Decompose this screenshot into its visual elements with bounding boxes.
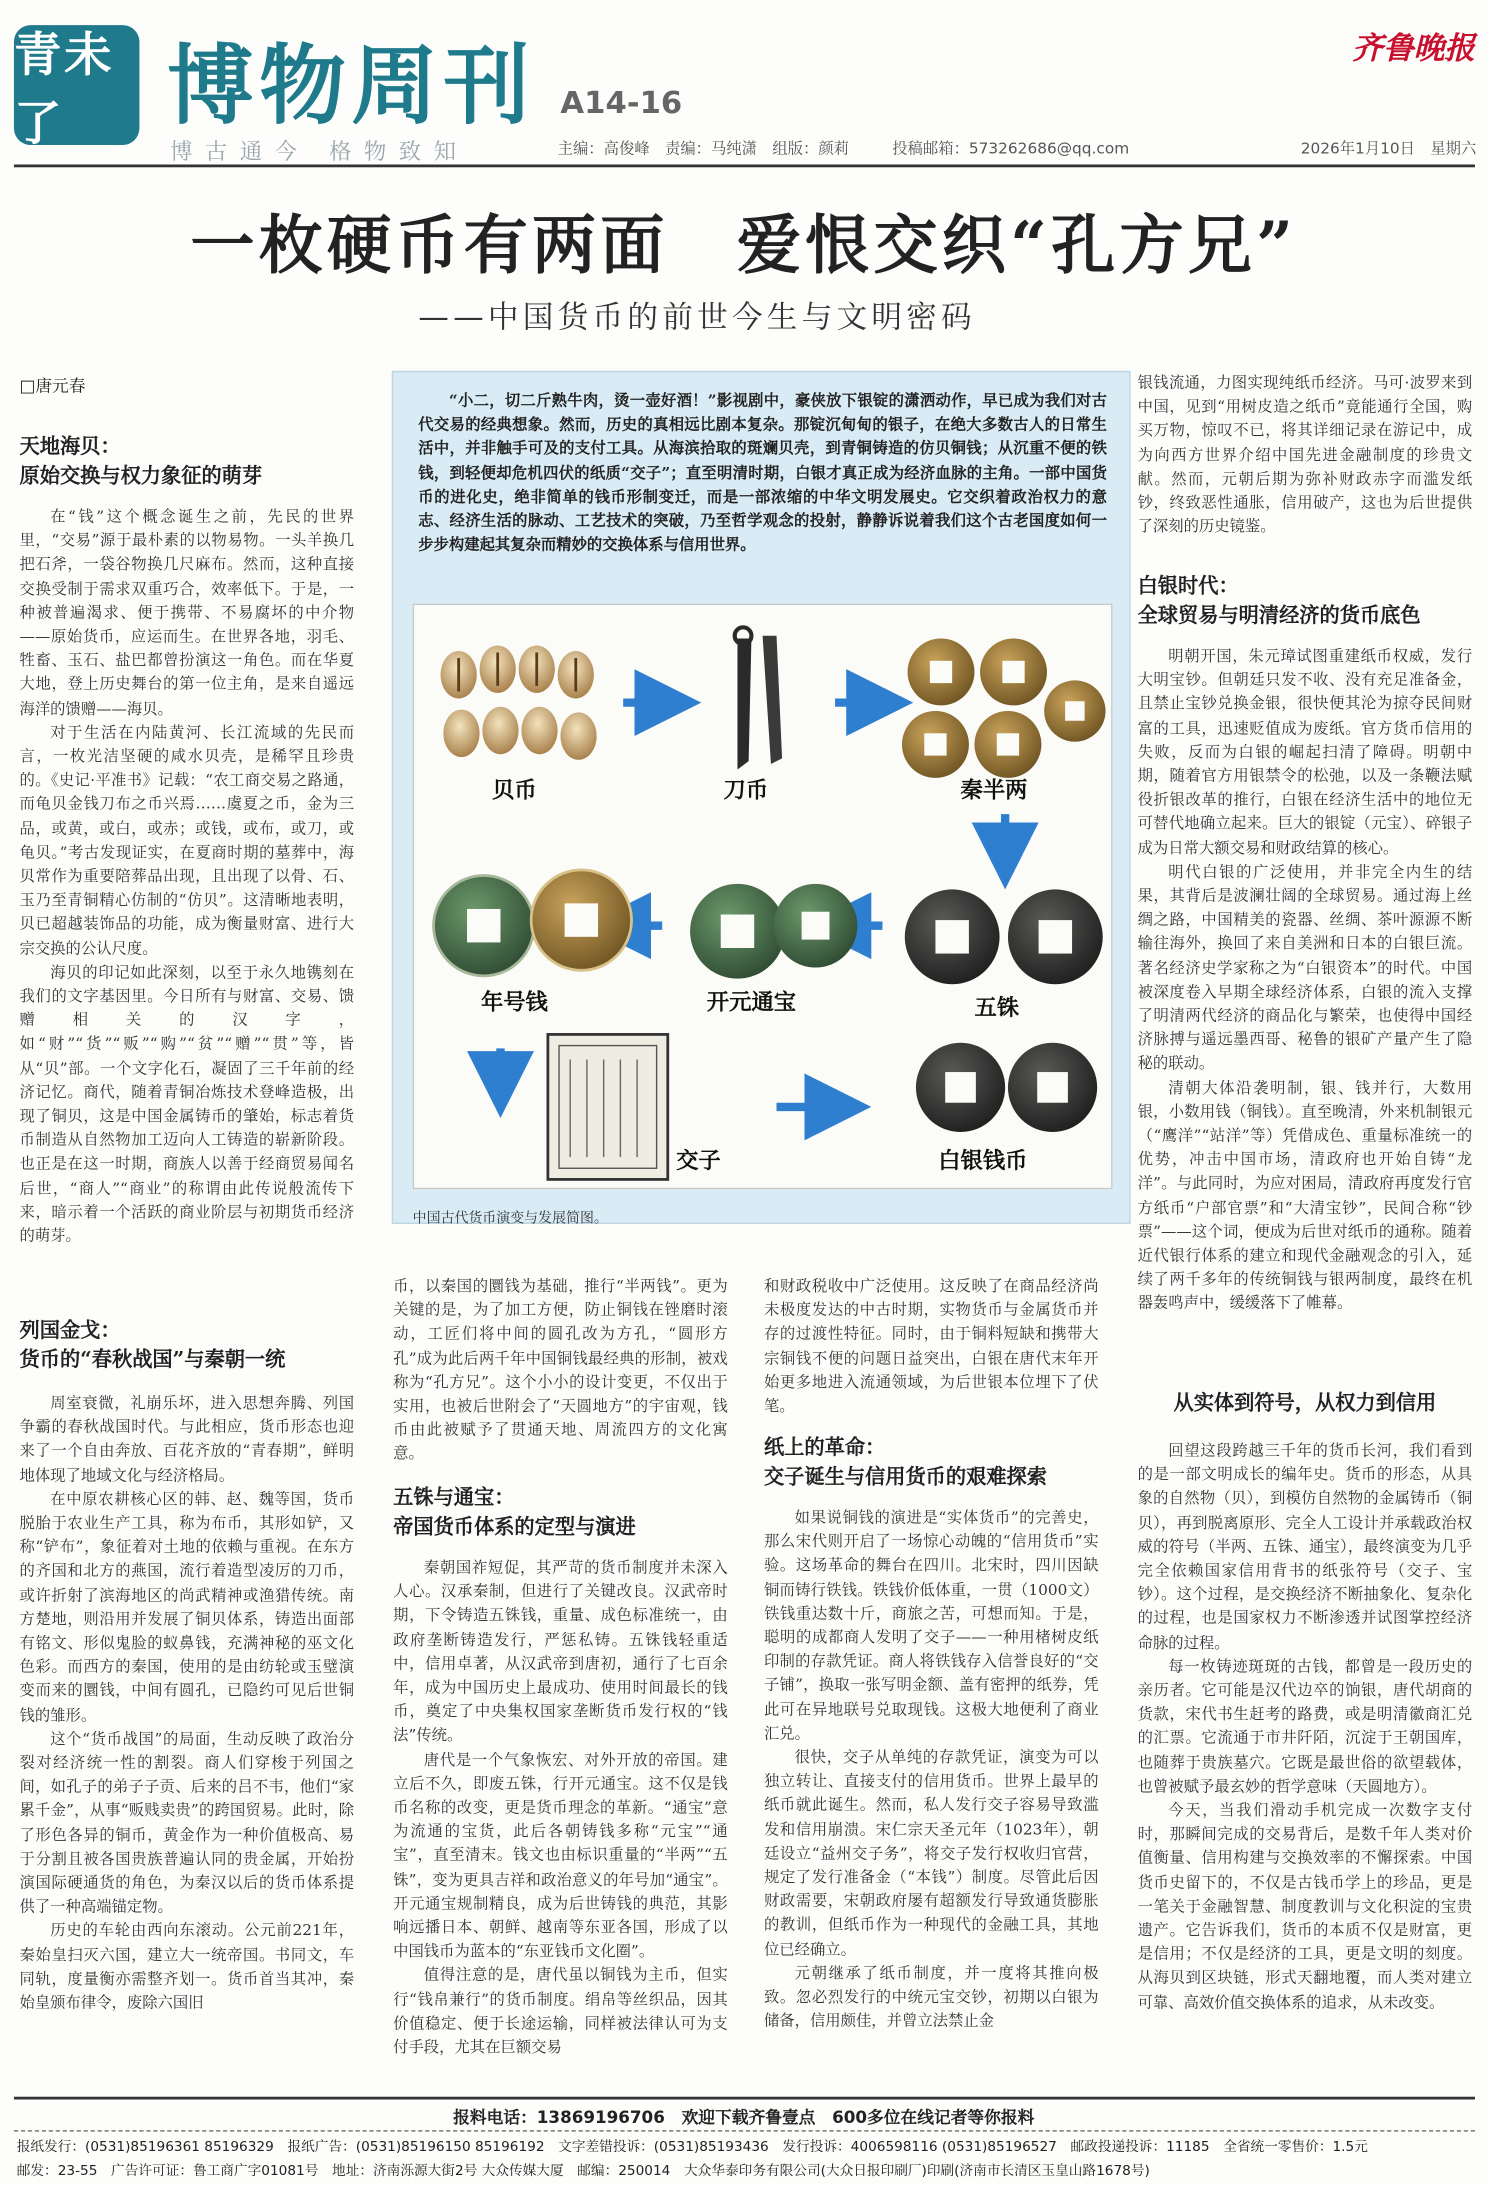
section-body-3 xyxy=(393,1556,728,2075)
author-byline: □唐元春 xyxy=(19,376,86,396)
issue-date: 2026年1月10日 星期六 xyxy=(1300,139,1477,158)
footer-rule xyxy=(14,2097,1475,2100)
paragraph: 很快，交子从单纯的存款凭证，演变为可以独立转让、直接支付的信用货币。世界上最早的纸币就此诞生。然而，私人发行交子容易导致滥发和信用崩溃。宋仁宗天圣元年（1023年），朝廷设立“益州交子务”，将交子发行权收归官营，规定了发行准备金（“本钱”）制度。尽管此后因财政需要，宋朝政府屡有超额发行导致通货膨胀的教训，但纸币作为一种现代的金融工具，其地位已经确立。 xyxy=(763,1748,1099,1959)
paragraph: 在中原农耕核心区的韩、赵、魏等国，货币脱胎于农业生产工具，称为布币，其形如铲，又称“铲布”，象征着对土地的依赖与重视。在东方的齐国和北方的燕国，流行着造型凌厉的刀币，或许折射了滨海地区的尚武精神或渔猎传统。南方楚地，则沿用并发展了铜贝体系，铸造出面部有铭文、形似鬼脸的蚁鼻钱，充满神秘的巫文化色彩。而西方的秦国，使用的是由纺轮或玉璧演变而来的圜钱，中间有圆孔，已隐约可见后世铜钱的雏形。 xyxy=(19,1490,355,1725)
section-title-4 xyxy=(764,1433,1099,1494)
paragraph: 这个“货币战国”的局面，生动反映了政治分裂对经济统一性的割裂。商人们穿梭于列国之间，如孔子的弟子子贡、后来的吕不韦，他们“家累千金”，从事“贩贱卖贵”的跨国贸易。此时，除了形色各异的铜币，黄金作为一种价值极高、易于分割且被各国贵族普遍认同的贵金属，开始扮演国际硬通货的角色，为秦汉以后的货币体系提供了一种高端锚定物。 xyxy=(19,1729,355,1916)
section-title-1-line-1: 天地海贝： xyxy=(19,434,121,459)
section-title-1 xyxy=(20,432,355,493)
paragraph: 每一枚铸迹斑斑的古钱，都曾是一段历史的亲历者。它可能是汉代边卒的饷银，唐代胡商的货款，宋代书生赶考的路费，或是明清徽商汇兑的汇票。它流通于市井阡陌，沉淀于王朝国库，也随葬于贵族墓穴。它既是最世俗的欲望载体，也曾被赋予最玄妙的哲学意味（天圆地方）。 xyxy=(1137,1657,1473,1796)
figure-caption: 中国古代货币演变与发展简图。 xyxy=(412,1211,608,1227)
label-knife-money: 刀币 xyxy=(723,777,769,804)
page-number: A14-16 xyxy=(560,86,683,122)
section-body-2 xyxy=(20,1391,355,2074)
paragraph: 明代白银的广泛使用，并非完全内生的结果，其背后是波澜壮阔的全球贸易。通过海上丝绸之路，中国精美的瓷器、丝绸、茶叶源源不断输往海外，换回了来自美洲和日本的白银巨流。著名经济史学家称之为“白银资本”的时代。中国被深度卷入早期全球经济体系，白银的流入支撑了明清两代经济的商品化与繁荣，也使得中国经济脉搏与遥远墨西哥、秘鲁的银矿产量产生了隐秘的联动。 xyxy=(1137,862,1473,1073)
paragraph: 清朝大体沿袭明制，银、钱并行，大数用银，小数用钱（铜钱）。直至晚清，外来机制银元（“鹰洋”“站洋”等）凭借成色、重量标准统一的优势，冲击中国市场，清政府也开始自铸“龙洋”。与此同时，为应对困局，清政府再度发行官方纸币“户部官票”和“大清宝钞”，民间合称“钞票”——这个词，便成为后世对纸币的通称。随着近代银行体系的建立和现代金融观念的引入，延续了两千多年的传统铜钱与银两制度，最终在机器轰鸣声中，缓缓落下了帷幕。 xyxy=(1137,1078,1473,1313)
masthead-logo: 青未了 xyxy=(14,25,139,145)
paragraph: 如果说铜钱的演进是“实体货币”的完善史，那么宋代则开启了一场惊心动魄的“信用货币”实验。这场革命的舞台在四川。北宋时，四川因缺铜而铸行铁钱。铁钱价低体重，一贯（1000文）铁钱重达数十斤，商旅之苦，可想而知。于是，聪明的成都商人发明了交子——一种用楮树皮纸印制的存款凭证。商人将铁钱存入信誉良好的“交子铺”，换取一张写明金额、盖有密押的纸券，凭此可在异地联号兑取现钱。这极大地便利了商业汇兑。 xyxy=(763,1508,1099,1743)
paragraph: 币，以秦国的圜钱为基础，推行“半两钱”。更为关键的是，为了加工方便，防止铜钱在锉磨时滚动，工匠们将中间的圆孔改为方孔，“圆形方孔”成为此后两千年中国铜钱最经典的形制，被戏称为“孔方兄”。这个小小的设计变更，不仅出于实用，也被后世附会了“天圆地方”的宇宙观，钱币由此被赋予了贯通天地、周流四方的文化寓意。 xyxy=(393,1276,728,1463)
label-kaiyuan-tongbao: 开元通宝 xyxy=(706,989,797,1016)
footer-line-2: 邮发：23-55 广告许可证：鲁工商广字01081号 地址：济南泺源大街2号 大众传媒大厦 邮编：250014 大众华泰印务有限公司(大众日报印刷厂)印刷(济南市长清区玉皇山路1678号) xyxy=(16,2163,1150,2179)
section-title-5 xyxy=(1138,572,1473,633)
paragraph: 周室衰微，礼崩乐坏，进入思想奔腾、列国争霸的春秋战国时代。与此相应，货币形态也迎来了一个自由奔放、百花齐放的“青春期”，鲜明地体现了地域文化与经济格局。 xyxy=(19,1394,355,1485)
section-title-2-line-2: 货币的“春秋战国”与秦朝一统 xyxy=(19,1348,286,1372)
label-shell-money: 贝币 xyxy=(492,777,537,804)
label-jiaozi: 交子 xyxy=(676,1148,721,1175)
contact-email: 投稿邮箱：573262686@qq.com xyxy=(892,139,1130,158)
section-body-5 xyxy=(1138,644,1473,1369)
paragraph: 海贝的印记如此深刻，以至于永久地镌刻在我们的文字基因里。今日所有与财富、交易、馈赠相关的汉字，如“财”“货”“贩”“购”“贫”“赠”“贯”等，皆从“贝”部。一个文字化石，凝固了三千年前的经济记忆。商代，随着青铜冶炼技术登峰造极，出现了铜贝，这是中国金属铸币的肇始，标志着货币制造从自然物加工迈向人工铸造的崭新阶段。也正是在这一时期，商族人以善于经商贸易闻名后世，“商人”“商业”的称谓由此传说般流传下来，暗示着一个活跃的商业阶层与初期货币经济的萌芽。 xyxy=(19,963,355,1246)
header-rule xyxy=(14,165,1475,168)
paragraph: 回望这段跨越三千年的货币长河，我们看到的是一部文明成长的编年史。货币的形态，从具象的自然物（贝），到模仿自然物的金属铸币（铜贝），再到脱离原形、完全人工设计并承载政治权威的符号（半两、五铢、通宝），最终演变为几乎完全依赖国家信用背书的纸张符号（交子、宝钞）。这个过程，是交换经济不断抽象化、复杂化的过程，也是国家权力不断渗透并试图掌控经济命脉的过程。 xyxy=(1137,1441,1473,1652)
section-title-3-line-1: 五铢与通宝： xyxy=(393,1486,515,1510)
reign-title-coins-image xyxy=(434,870,632,976)
section-body-2-continued xyxy=(393,1274,728,1469)
section-title-5-line-2: 全球贸易与明清经济的货币底色 xyxy=(1137,603,1421,628)
section-title-2-line-1: 列国金戈： xyxy=(19,1318,121,1343)
paragraph: 明朝开国，朱元璋试图重建纸币权威，发行大明宝钞。但朝廷只发不收、没有充足准备金，且禁止宝钞兑换金银，很快便其沦为掠夺民间财富的工具，迅速贬值成为废纸。官方货币信用的失败，反而为白银的崛起扫清了障碍。明朝中期，随着官方用银禁令的松弛，以及一条鞭法赋役折银改革的推行，白银在经济生活中的地位无可替代地确立起来。巨大的银锭（元宝）、碎银子成为日常大额交易和财政结算的核心。 xyxy=(1137,646,1473,857)
section-title-3 xyxy=(393,1483,728,1544)
headline: 一枚硬币有两面 爱恨交织“孔方兄” xyxy=(190,207,1298,284)
shell-money-image xyxy=(441,645,597,759)
knife-money-image xyxy=(735,627,782,769)
paragraph: 今天，当我们滑动手机完成一次数字支付时，那瞬间完成的交易背后，是数千年人类对价值衡量、信用构建与交换效率的不懈探索。中国货币史留下的，不仅是古钱币学上的珍品，更是一笔关于金融智慧、制度教训与文化积淀的宝贵遗产。它告诉我们，货币的本质不仅是财富，更是信用；不仅是经济的工具，更是文明的刻度。从海贝到区块链，形式天翻地覆，而人类对建立可靠、高效价值交换体系的追求，从未改变。 xyxy=(1137,1801,1473,2012)
paragraph: 唐代是一个气象恢宏、对外开放的帝国。建立后不久，即废五铢，行开元通宝。这不仅是钱币名称的改变，更是货币理念的革新。“通宝”意为流通的宝货，此后各朝铸钱多称“元宝”“通宝”，直至清末。钱文也由标识重量的“半两”“五铢”，变为更具吉祥和政治意义的年号加“通宝”。开元通宝规制精良，成为后世铸钱的典范，其影响远播日本、朝鲜、越南等东亚各国，形成了以中国钱币为蓝本的“东亚钱币文化圈”。 xyxy=(393,1750,728,1961)
section-title-6 xyxy=(1138,1389,1473,1422)
label-wuzhu: 五铢 xyxy=(974,994,1020,1021)
wuzhu-coins-image xyxy=(905,889,1103,984)
footer-divider xyxy=(14,2130,1475,2131)
paragraph: 元朝继承了纸币制度，并一度将其推向极致。忽必烈发行的中统元宝交钞，初期以白银为储备，信用颇佳，并曾立法禁止金 xyxy=(763,1964,1099,2031)
lead-paragraph: “小二，切二斤熟牛肉，烫一壶好酒！”影视剧中，豪侠放下银锭的潇洒动作，早已成为我们对古代交易的经典想象。然而，历史的真相远比剧本复杂。那锭沉甸甸的银子，在绝大多数古人的日常生活中，并非触手可及的支付工具。从海滨拾取的斑斓贝壳，到青铜铸造的仿贝铜钱；从沉重不便的铁钱，到轻便却危机四伏的纸质“交子”；直至明清时期，白银才真正成为经济血脉的主角。一部中国货币的进化史，绝非简单的钱币形制变迁，而是一部浓缩的中华文明发展史。它交织着政治权力的意志、经济生活的脉动、工艺技术的突破，乃至哲学观念的投射，静静诉说着我们这个古老国度如何一步步构建起其复杂而精妙的交换体系与信用世界。 xyxy=(418,391,1107,554)
section-body-1 xyxy=(20,505,355,1297)
paragraph: 在“钱”这个概念诞生之前，先民的世界里，“交易”源于最朴素的以物易物。一头羊换几把石斧，一袋谷物换几尺麻布。然而，这种直接交换受制于需求双重巧合，效率低下。于是，一种被普遍渴求、便于携带、不易腐坏的中介物——原始货币，应运而生。在世界各地，羽毛、牲畜、玉石、盐巴都曾扮演这一角色。而在华夏大地，登上历史舞台的第一位主角，是来自遥远海洋的馈赠——海贝。 xyxy=(19,507,355,718)
editor-credits: 主编：高俊峰 责编：马纯潇 组版：颜莉 xyxy=(557,139,850,158)
section-body-4 xyxy=(764,1506,1099,2075)
banliang-coins-image xyxy=(902,638,1106,777)
motto: 博古通今 格物致知 xyxy=(170,138,469,165)
section-title-4-line-2: 交子诞生与信用货币的艰难探索 xyxy=(763,1465,1047,1489)
masthead-title: 博物周刊 xyxy=(167,34,536,137)
jiaozi-note-image xyxy=(548,1034,668,1179)
section-body-3-continued xyxy=(764,1274,1099,1419)
section-body-6 xyxy=(1138,1439,1473,2075)
footer-line-1: 报纸发行：(0531)85196361 85196329 报纸广告：(0531)85196150 85196192 文字差错投诉：(0531)85193436 发行投诉：4006598116 (0531)85196527 邮政投递投诉：11185 全省统一零售价：1.5元 xyxy=(16,2139,1368,2156)
paragraph: 值得注意的是，唐代虽以铜钱为主币，但实行“钱帛兼行”的货币制度。绢帛等丝织品，因其价值稳定、便于长途运输，同样被法律认可为支付手段，尤其在巨额交易 xyxy=(393,1966,728,2057)
label-silver-and-coins: 白银钱币 xyxy=(938,1148,1028,1175)
silver-and-copper-coins-image xyxy=(916,1043,1097,1132)
section-title-4-line-1: 纸上的革命： xyxy=(763,1435,886,1460)
paragraph: 和财政税收中广泛使用。这反映了在商品经济尚未极度发达的中古时期，实物货币与金属货币并存的过渡性特征。同时，由于铜料短缺和携带大宗铜钱不便的问题日益突出，白银在唐代末年开始更多地进入流通领域，为后世银本位埋下了伏笔。 xyxy=(763,1276,1099,1416)
section-title-2 xyxy=(20,1316,355,1377)
currency-diagram xyxy=(414,605,1114,1191)
section-title-6-line-1: 从实体到符号，从权力到信用 xyxy=(1173,1391,1437,1416)
lead-box xyxy=(392,371,1131,1227)
section-title-3-line-2: 帝国货币体系的定型与演进 xyxy=(393,1515,636,1540)
paragraph: 秦朝国祚短促，其严苛的货币制度并未深入人心。汉承秦制，但进行了关键改良。汉武帝时期，下令铸造五铢钱，重量、成色标准统一，由政府垄断铸造发行，严惩私铸。五铢钱轻重适中，信用卓著，从汉武帝到唐初，通行了七百余年，成为中国历史上最成功、使用时间最长的钱币，奠定了中央集权国家垄断货币发行权的“钱法”传统。 xyxy=(393,1558,728,1745)
currency-evolution-figure xyxy=(413,604,1113,1190)
paragraph: 银钱流通，力图实现纯纸币经济。马可·波罗来到中国，见到“用树皮造之纸币”竟能通行全国，购买万物，惊叹不已，将其详细记录在游记中，成为向西方世界介绍中国先进金融制度的珍贵文献。然而，元朝后期为弥补财政赤字而滥发纸钞，终致恶性通胀，信用破产，这也为后世提供了深刻的历史镜鉴。 xyxy=(1137,373,1473,536)
label-reign-title-coins: 年号钱 xyxy=(480,989,548,1016)
paragraph: 历史的车轮由西向东滚动。公元前221年，秦始皇扫灭六国，建立大一统帝国。书同文，车同轨，度量衡亦需整齐划一。货币首当其冲，秦始皇颁布律令，废除六国旧 xyxy=(19,1921,355,2012)
section-title-5-line-1: 白银时代： xyxy=(1137,574,1239,599)
footer-banner: 报料电话：13869196706 欢迎下载齐鲁壹点 600多位在线记者等你报料 xyxy=(453,2107,1035,2128)
subheadline: ——中国货币的前世今生与文明密码 xyxy=(418,301,976,336)
label-qin-banliang: 秦半两 xyxy=(960,777,1028,804)
kaiyuan-tongbao-image xyxy=(690,884,857,979)
section-body-4-continued xyxy=(1138,371,1473,552)
newspaper-name: 齐鲁晚报 xyxy=(1352,30,1475,67)
paragraph: 对于生活在内陆黄河、长江流域的先民而言，一枚光洁坚硬的咸水贝壳，是稀罕且珍贵的。《史记·平准书》记载：“农工商交易之路通，而龟贝金钱刀布之币兴焉……虞夏之币，金为三品，或黄，或白，或赤；或钱，或布，或刀，或龟贝。”考古发现证实，在夏商时期的墓葬中，海贝常作为重要陪葬品出现，且出现了以骨、石、玉乃至青铜精心仿制的“仿贝”。这清晰地表明，贝已超越装饰品的功能，成为衡量财富、进行大宗交换的公认尺度。 xyxy=(19,723,355,958)
section-title-1-line-2: 原始交换与权力象征的萌芽 xyxy=(19,464,263,488)
